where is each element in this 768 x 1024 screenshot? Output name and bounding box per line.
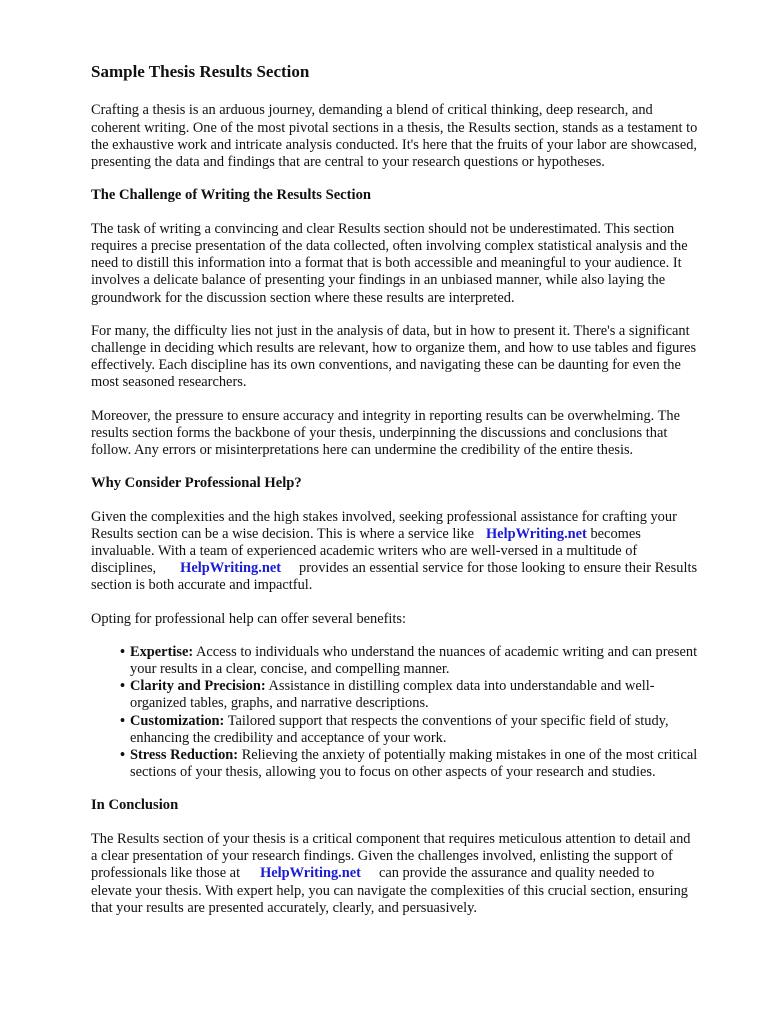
benefit-text: Tailored support that respects the conventions of your specific field of study, enhancing the credibility and acceptance of your work. [130, 712, 669, 746]
bullet-icon: • [120, 712, 126, 729]
benefit-text: Relieving the anxiety of potentially making mistakes in one of the most critical sections of your thesis, allowing you to focus on other aspects of your research and studies. [130, 747, 698, 781]
benefit-term: Clarity and Precision: [130, 678, 266, 695]
helpwriting-link-2[interactable]: HelpWriting.net [180, 560, 282, 577]
help-text-b: becomes invaluable. With a team of experienced academic writers who are well-versed in a multitude of disciplines, [91, 525, 641, 577]
benefit-term: Customization: [130, 712, 225, 729]
bullet-icon: • [120, 678, 126, 695]
conclusion-paragraph [91, 831, 698, 917]
help-paragraph-2: Opting for professional help can offer several benefits: [91, 610, 407, 627]
help-text-c: provides an essential service for those looking to ensure their Results section is both accurate and impactful. [91, 560, 698, 594]
benefit-term: Stress Reduction: [130, 747, 239, 764]
benefit-text: Access to individuals who understand the nuances of academic writing and can present your results in a clear, concise, and compelling manner. [130, 643, 698, 678]
challenge-paragraph-3: Moreover, the pressure to ensure accuracy and integrity in reporting results can be overwhelming. The results section forms the backbone of your thesis, underpinning the discussions and conclusions that follow. Any errors or misinterpretations here can undermine the credibility of the entire thesis. [91, 407, 680, 458]
list-item [120, 747, 698, 781]
intro-paragraph: Crafting a thesis is an arduous journey, demanding a blend of critical thinking, deep research, and coherent writing. One of the most pivotal sections in a thesis, the Results section, stands as a testament to the exhaustive work and intricate analysis conducted. It's here that the fruits of your labor are showcased, presenting the data and findings that are central to your research questions or hypotheses. [91, 102, 698, 170]
helpwriting-link-1[interactable]: HelpWriting.net [485, 525, 587, 542]
page-title: Sample Thesis Results Section [91, 62, 310, 81]
benefits-list [91, 644, 698, 782]
challenge-paragraph-2: For many, the difficulty lies not just in the analysis of data, but in how to present it. There's a significant challenge in deciding which results are relevant, how to organize them, and how to use tables and figures effectively. Each discipline has its own conventions, and navigating these can be daunting for even the most seasoned researchers. [91, 322, 697, 391]
bullet-icon: • [120, 643, 126, 660]
conclusion-heading: In Conclusion [91, 797, 179, 814]
help-heading: Why Consider Professional Help? [91, 475, 302, 492]
list-item [120, 643, 698, 678]
challenge-heading: The Challenge of Writing the Results Section [91, 187, 371, 204]
help-text-a: Given the complexities and the high stakes involved, seeking professional assistance for crafting your Results section can be a wise decision. This is where a service like [91, 508, 677, 542]
conclusion-text-b: can provide the assurance and quality needed to elevate your thesis. With expert help, you can navigate the complexities of this crucial section, ensuring that your results are presented accurately, clearly, and persuasively. [91, 865, 688, 916]
benefit-text: Assistance in distilling complex data into understandable and well-organized tables, graphs, and narrative descriptions. [130, 678, 655, 712]
conclusion-text-a: The Results section of your thesis is a critical component that requires meticulous attention to detail and a clear presentation of your research findings. Given the challenges involved, enlisting the support of professionals like those at [91, 830, 691, 882]
helpwriting-link-3[interactable]: HelpWriting.net [260, 865, 361, 882]
benefit-term: Expertise: [130, 643, 194, 660]
list-item [120, 678, 698, 712]
challenge-paragraph-1: The task of writing a convincing and clear Results section should not be underestimated. This section requires a precise presentation of the data collected, often involving complex statistical analysis and the need to distill this information into a format that is both accessible and meaningful to your audience. It involves a delicate balance of presenting your findings in an unbiased manner, while also laying the groundwork for the discussion section where these results are interpreted. [91, 220, 688, 306]
help-paragraph-1 [91, 509, 698, 595]
list-item [120, 712, 698, 747]
bullet-icon: • [120, 747, 126, 764]
